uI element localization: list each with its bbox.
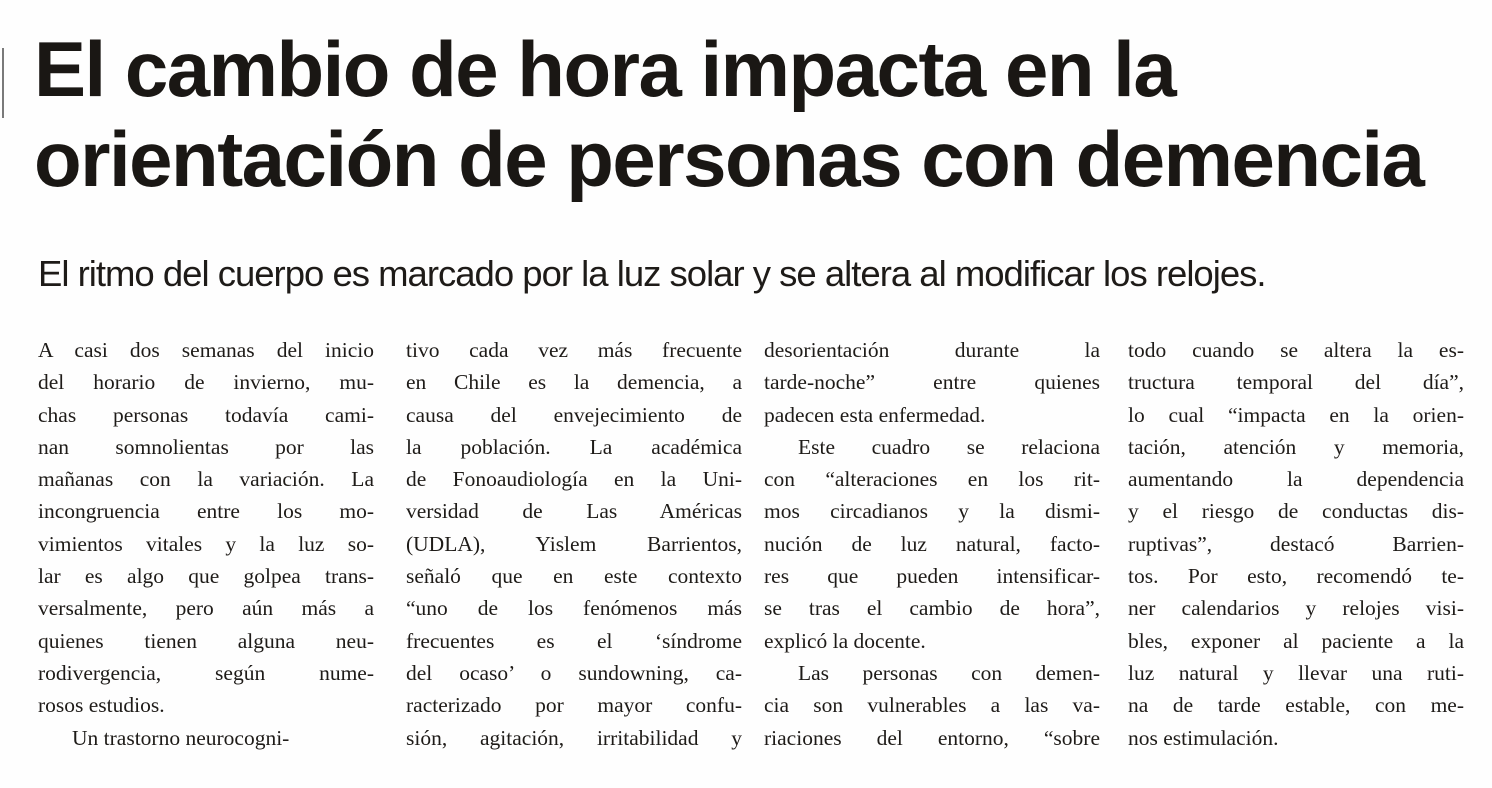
text-line: riaciones del entorno, “sobre <box>764 725 1100 750</box>
text-line: del horario de invierno, mu- <box>38 370 374 395</box>
text-line: con “alteraciones en los rit- <box>764 467 1100 492</box>
text-line: (UDLA), Yislem Barrientos, <box>406 531 742 556</box>
text-line: chas personas todavía cami- <box>38 402 374 427</box>
text-line: señaló que en este contexto <box>406 564 742 589</box>
text-line: se tras el cambio de hora”, <box>764 596 1100 621</box>
text-line: incongruencia entre los mo- <box>38 499 374 524</box>
text-line: “uno de los fenómenos más <box>406 596 742 621</box>
text-line: padecen esta enfermedad. <box>764 402 986 427</box>
text-line: ruptivas”, destacó Barrien- <box>1128 531 1464 556</box>
headline-line-2: orientación de personas con demencia <box>34 115 1424 203</box>
page-edge-rule <box>2 48 4 118</box>
text-line: la población. La académica <box>406 434 742 459</box>
text-line: tructura temporal del día”, <box>1128 370 1464 395</box>
article-column-2 <box>406 334 742 754</box>
text-line: nución de luz natural, facto- <box>764 531 1100 556</box>
text-line: lar es algo que golpea trans- <box>38 564 374 589</box>
text-line: na de tarde estable, con me- <box>1128 693 1464 718</box>
text-line: del ocaso’ o sundowning, ca- <box>406 660 742 685</box>
text-line: Este cuadro se relaciona <box>798 434 1100 459</box>
text-line: todo cuando se altera la es- <box>1128 338 1464 362</box>
article-column-1 <box>38 334 374 754</box>
text-line: versalmente, pero aún más a <box>38 596 374 621</box>
text-line: tación, atención y memoria, <box>1128 434 1464 459</box>
text-line: frecuentes es el ‘síndrome <box>406 628 742 653</box>
text-line: racterizado por mayor confu- <box>406 693 742 718</box>
text-line: Las personas con demen- <box>798 660 1100 685</box>
text-line: causa del envejecimiento de <box>406 402 742 427</box>
text-line: Un trastorno neurocogni- <box>72 725 290 750</box>
text-line: ner calendarios y relojes visi- <box>1128 596 1464 621</box>
text-line: tarde-noche” entre quienes <box>764 370 1100 395</box>
text-line: de Fonoaudiología en la Uni- <box>406 467 742 492</box>
text-line: quienes tienen alguna neu- <box>38 628 374 653</box>
text-line: sión, agitación, irritabilidad y <box>406 725 742 750</box>
text-line: nos estimulación. <box>1128 725 1279 750</box>
text-line: explicó la docente. <box>764 628 926 653</box>
text-line: tos. Por esto, recomendó te- <box>1128 564 1464 589</box>
text-line: versidad de Las Américas <box>406 499 742 524</box>
text-line: mañanas con la variación. La <box>38 467 374 492</box>
text-line: tivo cada vez más frecuente <box>406 338 742 362</box>
headline-line-1: El cambio de hora impacta en la <box>34 25 1176 113</box>
text-line: aumentando la dependencia <box>1128 467 1464 492</box>
text-line: y el riesgo de conductas dis- <box>1128 499 1464 524</box>
text-line: res que pueden intensificar- <box>764 564 1100 589</box>
text-line: A casi dos semanas del inicio <box>38 338 374 362</box>
article-subheadline: El ritmo del cuerpo es marcado por la luz solar y se altera al modificar los relojes. <box>38 253 1266 294</box>
text-line: lo cual “impacta en la orien- <box>1128 402 1464 427</box>
text-line: bles, exponer al paciente a la <box>1128 628 1464 653</box>
text-line: desorientación durante la <box>764 338 1100 362</box>
text-line: vimientos vitales y la luz so- <box>38 531 374 556</box>
article-column-4 <box>1128 334 1464 754</box>
text-line: nan somnolientas por las <box>38 434 374 459</box>
article-headline <box>34 24 1474 204</box>
text-line: cia son vulnerables a las va- <box>764 693 1100 718</box>
text-line: rosos estudios. <box>38 693 165 718</box>
article-column-3 <box>764 334 1100 754</box>
text-line: rodivergencia, según nume- <box>38 660 374 685</box>
text-line: en Chile es la demencia, a <box>406 370 742 395</box>
text-line: luz natural y llevar una ruti- <box>1128 660 1464 685</box>
text-line: mos circadianos y la dismi- <box>764 499 1100 524</box>
